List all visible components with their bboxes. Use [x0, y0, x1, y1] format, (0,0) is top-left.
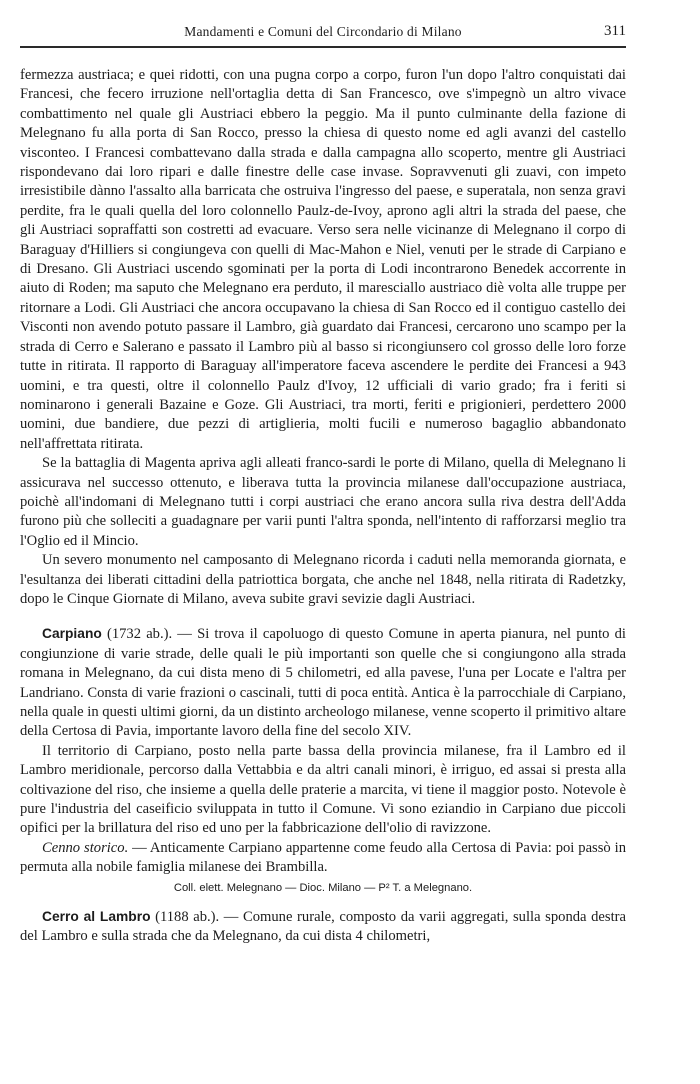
entry-heading-carpiano: Carpiano [42, 626, 102, 642]
page-number: 311 [604, 23, 626, 39]
entry-text-cerro: (1188 ab.). — Comune rurale, composto da varii aggregati, sulla sponda destra del Lambro e sulla strada che da Melegnano, da cui dista 4 chilometri, [20, 908, 626, 945]
paragraph-battle-account: fermezza austriaca; e quei ridotti, con una pugna corpo a corpo, furon l'un dopo l'altro conquistati dai Francesi, che fecero irruzione nell'ortaglia detta di San Francesco, ove s'impegnò un altro vivace combattimento nel quale gli Austriaci ebbero la peggio. Ma il punto culminante della fazione di Melegnano fu alla porta di San Rocco, presso la chiesa di questo nome ed agli avanzi del castello visconteo. I Francesi combattevano dalla strada e dalla campagna allo scoperto, mentre gli Austriaci rispondevano dai loro ripari e dalle finestre delle case invase. Sopravvenuti gli zuavi, con impeto irresistibile dànno l'assalto alla barricata che ostruiva l'ingresso del paese, e superatala, non senza gravi perdite, fra le quali quella del loro colonnello Paulz-de-Ivoy, aprono agli altri la strada del paese, che gli Austriaci sopraffatti son costretti ad evacuare. Verso sera nelle vicinanze di Melegnano il corpo di Baraguay d'Hilliers si congiungeva con quelli di Mac-Mahon e Niel, venuti per le strade di Carpiano e di Dresano. Gli Austriaci uscendo sgominati per la porta di Lodi incontrarono Benedek accorrente in aiuto di Roden; ma saputo che Melegnano era perduto, il maresciallo austriaco diè volta alle truppe per ritornare a Lodi. Gli Austriaci che ancora occupavano la chiesa di San Rocco ed il contiguo castello dei Visconti non avendo potuto passare il Lambro, già guardato dai Francesi, cercarono uno scampo per la strada di Cerro e Salerano e passato il Lambro più al basso si ricongiunsero col grosso delle loro forze tutte in ritirata. Il rapporto di Baraguay all'imperatore faceva ascendere le perdite dei Francesi a 943 uomini, e tra questi, oltre il colonnello Paulz d'Ivoy, 12 ufficiali di vario grado; fra i feriti si nominarono i generali Bazaine e Goze. Gli Austriaci, tra morti, feriti e prigionieri, perdettero 2000 uomini, due bandiere, due pezzi di artiglieria, molti fucili e numeroso bagaglio abbandonato nell'affrettata ritirata. [20, 67, 626, 452]
entry-carpiano [20, 624, 626, 741]
entry-heading-cerro: Cerro al Lambro [42, 908, 151, 924]
entry-text-carpiano: (1732 ab.). — Si trova il capoluogo di questo Comune in aperta pianura, nel punto di congiunzione di varie strade, delle quali le più importanti son quelle che si congiungono alla strada romana in Melegnano, da cui dista meno di 5 chilometri, ed alla pavese, l'una per Locate e l'altra per Landriano. Consta di varie frazioni o cascinali, tutti di poca entità. Antica è la parrocchiale di Carpiano, nella quale in questi ultimi giorni, da un distinto archeologo milanese, venne scoperto il primitivo altare della Certosa di Pavia, importante lavoro della fine del secolo XIV. [20, 626, 626, 740]
running-title: Mandamenti e Comuni del Circondario di Milano [184, 24, 462, 39]
electoral-info-carpiano: Coll. elett. Melegnano — Dioc. Milano — P² T. a Melegnano. [173, 881, 473, 894]
paragraph-carpiano-territory: Il territorio di Carpiano, posto nella parte bassa della provincia milanese, fra il Lambro ed il Lambro meridionale, percorso dalla Vettabbia e da altri canali minori, è irriguo, ed assai si presta alla coltivazione del riso, che insieme a quella delle praterie a marcita, vi tiene il maggior posto. Notevole è pure l'industria del caseificio sviluppata in tutto il Comune. Vi sono eziandio in Carpiano due piccoli opifici per la brillatura del riso ed uno per la fabbricazione dell'olio di ravizzone. [20, 742, 626, 837]
paragraph-monument: Un severo monumento nel camposanto di Melegnano ricorda i caduti nella memoranda giornata, e l'esultanza dei liberati cittadini della patriottica borgata, che anche nel 1848, nella ritirata di Radetzky, dopo le Cinque Giornate di Milano, aveva subite gravi sevizie dagli Austriaci. [20, 552, 626, 607]
header-rule [20, 46, 626, 48]
paragraph-magenta: Se la battaglia di Magenta apriva agli alleati franco-sardi le porte di Milano, quella di Melegnano li assicurava nel successo ottenuto, e liberava tutta la provincia milanese dall'occupazione austriaca, poichè all'indomani di Melegnano tutti i corpi austriaci che erano ancora sulla riva destra dell'Adda furono più che solleciti a guadagnare per varii punti l'altra sponda, nell'intento di rafforzarsi meglio tra l'Oglio ed il Mincio. [20, 455, 626, 549]
cenno-storico-text: — Anticamente Carpiano appartenne come feudo alla Certosa di Pavia: poi passò in permuta alla nobile famiglia milanese dei Brambilla. [20, 839, 626, 876]
cenno-storico-label: Cenno storico. [42, 839, 129, 856]
running-header [20, 24, 626, 44]
paragraph-carpiano-history [20, 839, 626, 878]
entry-cerro-al-lambro [20, 907, 626, 947]
main-text [20, 66, 626, 946]
